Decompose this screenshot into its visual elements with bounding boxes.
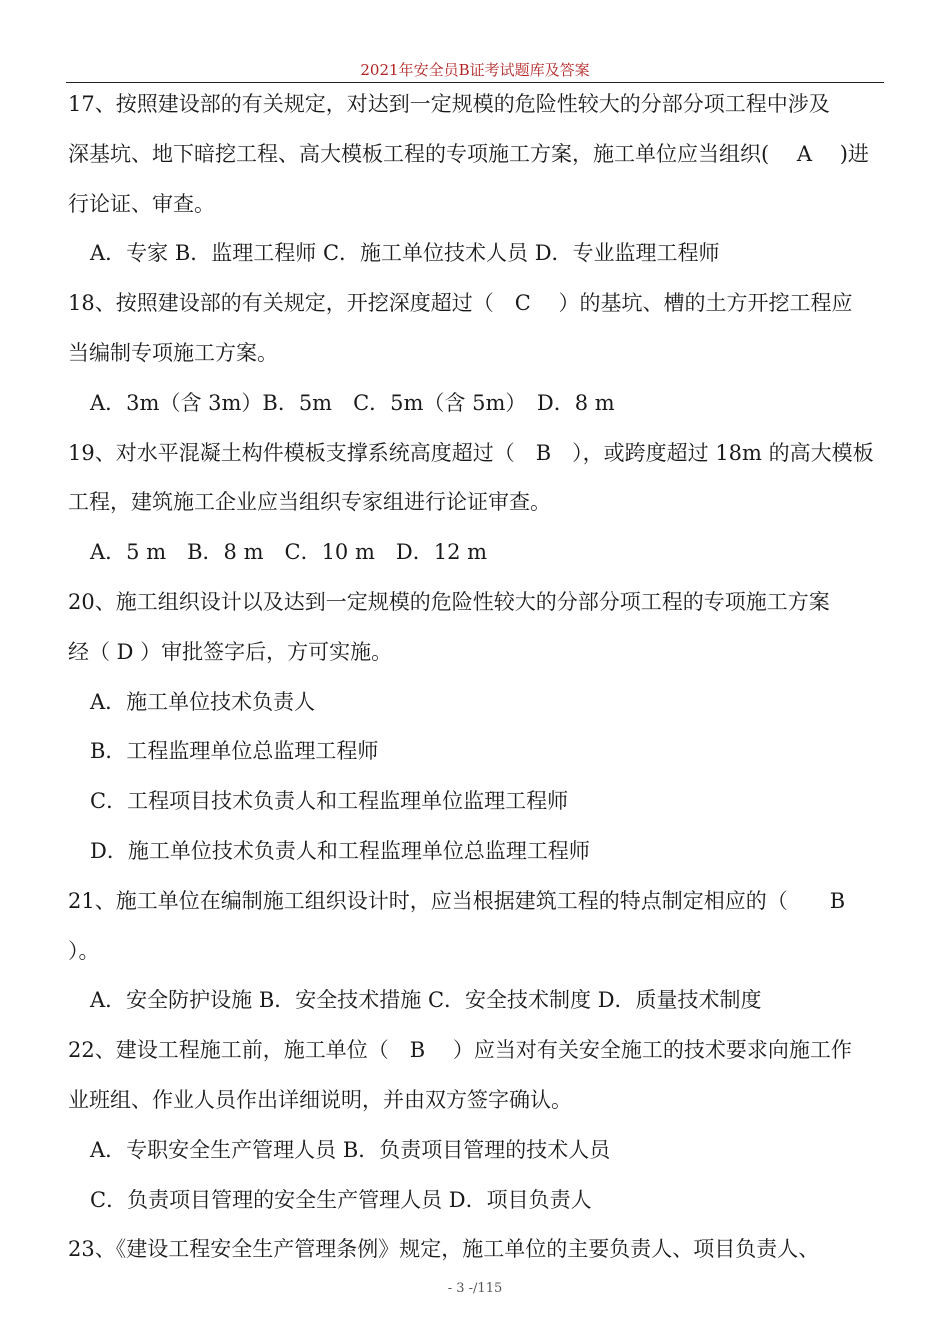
text-line: 行论证、审查。 bbox=[68, 191, 215, 216]
option-line: A．安全防护设施 B．安全技术措施 C．安全技术制度 D．质量技术制度 bbox=[90, 988, 762, 1013]
text-line: 经（ D ）审批签字后，方可实施。 bbox=[68, 639, 393, 664]
text-line: 23、《建设工程安全生产管理条例》规定，施工单位的主要负责人、项目负责人、 bbox=[68, 1237, 820, 1262]
text-line: 20、施工组织设计以及达到一定规模的危险性较大的分部分项工程的专项施工方案 bbox=[68, 589, 830, 614]
text-line: 当编制专项施工方案。 bbox=[68, 340, 278, 365]
page-header-title: 2021年安全员B证考试题库及答案 bbox=[360, 61, 590, 79]
text-line: 业班组、作业人员作出详细说明，并由双方签字确认。 bbox=[68, 1087, 572, 1112]
option-line: B．工程监理单位总监理工程师 bbox=[90, 739, 379, 764]
option-line: D．施工单位技术负责人和工程监理单位总监理工程师 bbox=[90, 838, 590, 863]
option-line: C．负责项目管理的安全生产管理人员 D．项目负责人 bbox=[90, 1187, 592, 1212]
document-body bbox=[68, 87, 930, 1282]
text-line: 19、对水平混凝土构件模板支撑系统高度超过（ B ），或跨度超过 18m 的高大模板 bbox=[68, 440, 874, 465]
option-line: A．5 m B．8 m C．10 m D．12 m bbox=[90, 540, 488, 565]
text-line: 18、按照建设部的有关规定，开挖深度超过（ C ）的基坑、槽的土方开挖工程应 bbox=[68, 291, 853, 316]
option-line: A．施工单位技术负责人 bbox=[90, 689, 316, 714]
text-line: 工程，建筑施工企业应当组织专家组进行论证审查。 bbox=[68, 490, 551, 515]
text-line: 17、按照建设部的有关规定，对达到一定规模的危险性较大的分部分项工程中涉及 bbox=[68, 92, 830, 116]
option-line: C．工程项目技术负责人和工程监理单位监理工程师 bbox=[90, 789, 569, 814]
text-line: 21、施工单位在编制施工组织设计时，应当根据建筑工程的特点制定相应的（ B bbox=[68, 888, 846, 913]
header-rule bbox=[66, 82, 884, 83]
option-line: A．3m（含 3m）B．5m C．5m（含 5m） D．8 m bbox=[90, 390, 615, 415]
text-line: 22、建设工程施工前，施工单位（ B ）应当对有关安全施工的技术要求向施工作 bbox=[68, 1038, 852, 1063]
option-line: A．专职安全生产管理人员 B．负责项目管理的技术人员 bbox=[90, 1137, 611, 1162]
text-line: ）。 bbox=[68, 938, 100, 963]
option-line: A．专家 B．监理工程师 C．施工单位技术人员 D．专业监理工程师 bbox=[90, 241, 720, 266]
text-line: 深基坑、地下暗挖工程、高大模板工程的专项施工方案，施工单位应当组织( A )进 bbox=[68, 141, 869, 166]
page-number: - 3 -/115 bbox=[447, 1281, 503, 1296]
